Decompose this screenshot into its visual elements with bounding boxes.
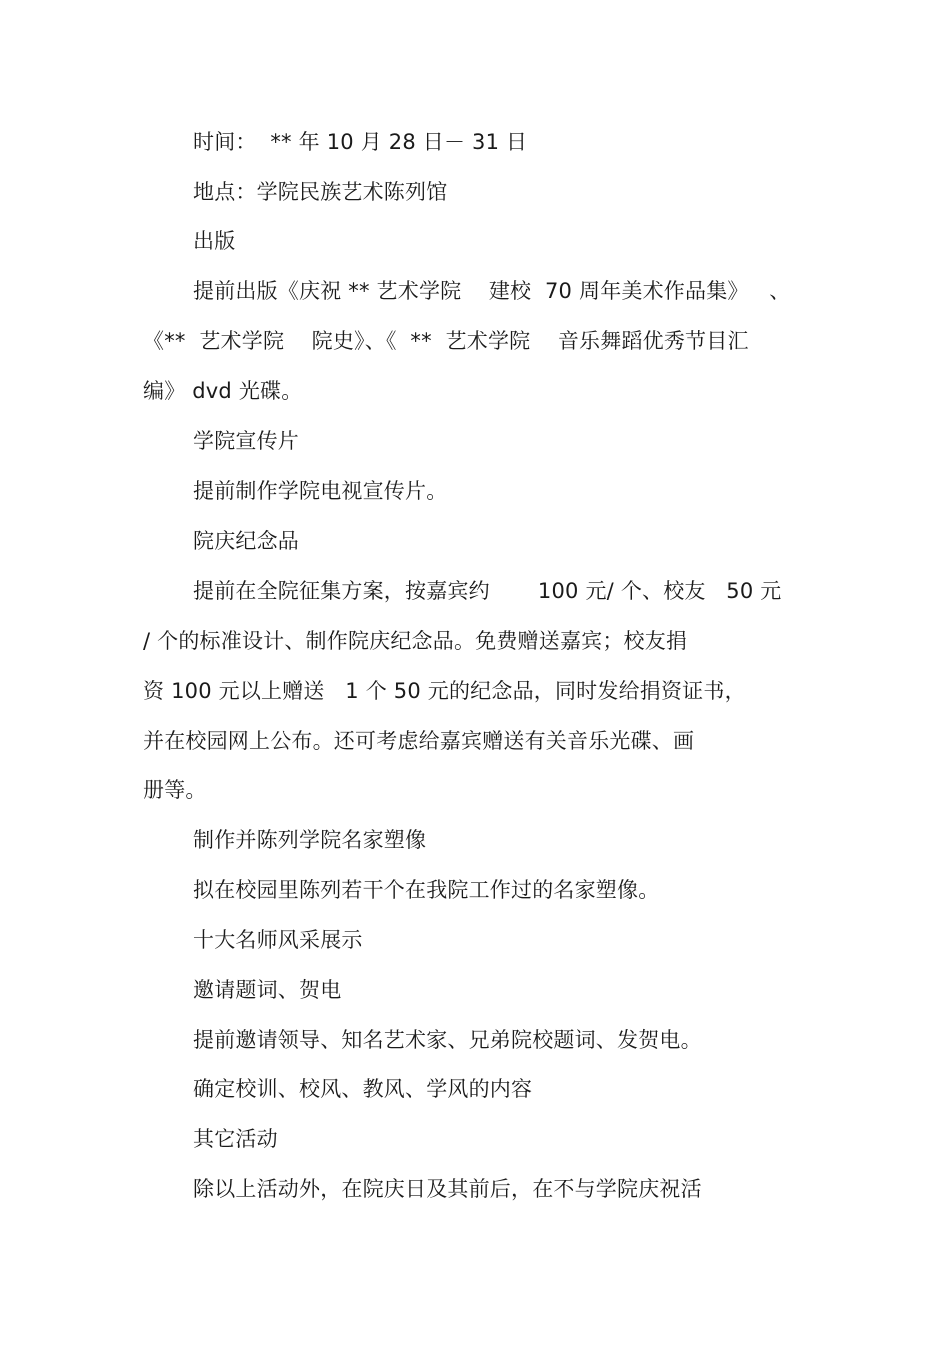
text-line: 并在校园网上公布。还可考虑给嘉宾赠送有关音乐光碟、画 <box>143 729 695 753</box>
text-line-location: 地点：学院民族艺术陈列馆 <box>193 180 448 204</box>
text-line: 提前制作学院电视宣传片。 <box>193 479 448 503</box>
text-line: / 个的标准设计、制作院庆纪念品。免费赠送嘉宾；校友捐 <box>143 629 688 653</box>
section-heading-promo-video: 学院宣传片 <box>193 429 299 453</box>
text-line: 册等。 <box>143 778 207 802</box>
text-line: 资 100 元以上赠送 1 个 50 元的纪念品，同时发给捐资证书， <box>143 679 746 703</box>
section-heading-inscriptions: 邀请题词、贺电 <box>193 978 342 1002</box>
section-heading-other: 其它活动 <box>193 1127 278 1151</box>
text-line: 拟在校园里陈列若干个在我院工作过的名家塑像。 <box>193 878 660 902</box>
section-heading-teachers: 十大名师风采展示 <box>193 928 363 952</box>
section-heading-publishing: 出版 <box>193 229 236 253</box>
text-line: 提前在全院征集方案，按嘉宾约 100 元/ 个、校友 50 元 <box>193 579 782 603</box>
section-heading-souvenirs: 院庆纪念品 <box>193 529 299 553</box>
text-line: 提前出版《庆祝 ** 艺术学院 建校 70 周年美术作品集》 、 <box>193 279 791 303</box>
text-line-time: 时间： ** 年 10 月 28 日－ 31 日 <box>193 130 528 154</box>
section-heading-statues: 制作并陈列学院名家塑像 <box>193 828 427 852</box>
text-line: 除以上活动外，在院庆日及其前后，在不与学院庆祝活 <box>193 1177 702 1201</box>
section-heading-motto: 确定校训、校风、教风、学风的内容 <box>193 1077 533 1101</box>
text-line: 《** 艺术学院 院史》、《 ** 艺术学院 音乐舞蹈优秀节目汇 <box>143 329 749 353</box>
text-line: 提前邀请领导、知名艺术家、兄弟院校题词、发贺电。 <box>193 1028 702 1052</box>
text-line: 编》 dvd 光碟。 <box>143 379 303 403</box>
